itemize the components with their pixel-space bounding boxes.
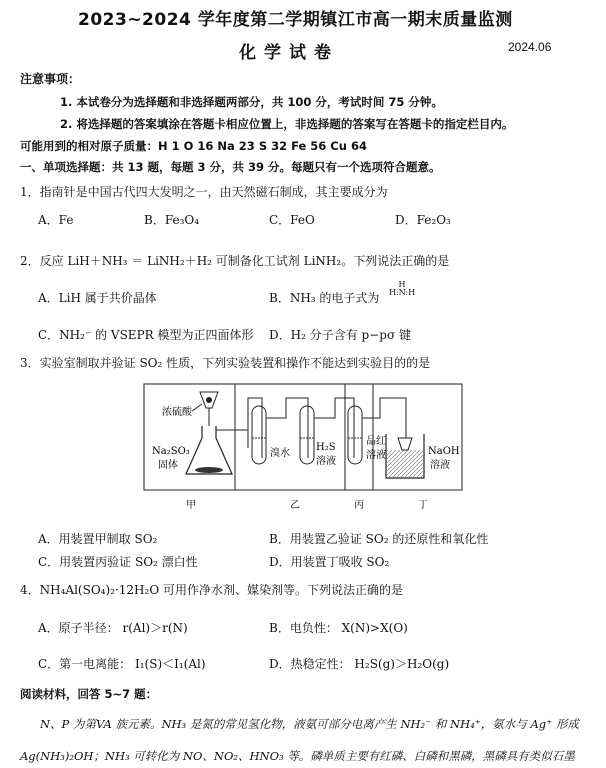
notice-item-2: 2. 将选择题的答案填涂在答题卡相应位置上，非选择题的答案写在答题卡的指定栏目内。	[60, 117, 514, 131]
q4-option-d: D．热稳定性： H₂S(g)＞H₂O(g)	[269, 657, 450, 671]
q3-option-d: D．用装置丁吸收 SO₂	[269, 555, 390, 569]
label-tube-2a: H₂S	[316, 442, 336, 453]
reading-line-1: N、P 为第VA 族元素。NH₃ 是氮的常见氢化物，液氨可部分电离产生 NH₂⁻ 和 NH₄⁺，氨水与 Ag⁺ 形成	[40, 717, 579, 731]
caption-ding: 丁	[418, 500, 428, 511]
beaker-ding	[386, 434, 424, 478]
q3-option-a: A．用装置甲制取 SO₂	[38, 532, 158, 546]
q1-option-a: A．Fe	[38, 213, 74, 227]
notice-heading: 注意事项：	[20, 72, 81, 86]
label-beaker-a: NaOH	[428, 446, 460, 457]
label-tube-2b: 溶液	[316, 456, 336, 467]
notice-item-1: 1. 本试卷分为选择题和非选择题两部分，共 100 分，考试时间 75 分钟。	[60, 95, 443, 109]
experiment-apparatus-diagram	[140, 378, 470, 513]
exam-title: 2023~2024 学年度第二学期镇江市高一期末质量监测	[78, 10, 513, 30]
label-tube-3b: 溶液	[366, 450, 386, 461]
q1-option-c: C．FeO	[269, 213, 315, 227]
caption-jia: 甲	[186, 500, 196, 511]
q4-option-c: C．第一电离能： I₁(S)＜I₁(Al)	[38, 657, 206, 671]
label-solid-2: 固体	[158, 460, 178, 471]
label-tube-1: 溴水	[270, 448, 290, 459]
question-1-stem: 1．指南针是中国古代四大发明之一，由天然磁石制成，其主要成分为	[20, 185, 388, 199]
test-tubes-yi	[248, 398, 354, 464]
q3-option-b: B．用装置乙验证 SO₂ 的还原性和氧化性	[269, 532, 489, 546]
q4-option-a: A．原子半径： r(Al)＞r(N)	[38, 621, 188, 635]
label-acid: 浓硫酸	[162, 407, 192, 418]
caption-yi: 乙	[290, 500, 300, 511]
flask-apparatus	[186, 392, 248, 474]
q2-option-d: D．H₂ 分子含有 p−pσ 键	[269, 328, 411, 342]
exam-date: 2024.06	[508, 40, 552, 54]
question-3-stem: 3．实验室制取并验证 SO₂ 性质，下列实验装置和操作不能达到实验目的的是	[20, 356, 431, 370]
q3-option-c: C．用装置丙验证 SO₂ 漂白性	[38, 555, 198, 569]
q1-option-d: D．Fe₂O₃	[395, 213, 451, 227]
label-solid-1: Na₂SO₃	[152, 446, 190, 457]
reading-line-2: Ag(NH₃)₂OH；NH₃ 可转化为 NO、NO₂、HNO₃ 等。磷单质主要有红磷、白磷和黑磷，黑磷具有类似石墨	[20, 749, 575, 763]
q4-option-b: B．电负性： X(N)>X(O)	[269, 621, 408, 635]
reading-heading: 阅读材料，回答 5~7 题：	[20, 687, 158, 701]
atomic-masses: 可能用到的相对原子质量：H 1 O 16 Na 23 S 32 Fe 56 Cu 64	[20, 139, 367, 153]
subject-title: 化学试卷	[239, 43, 339, 63]
q2-option-c: C．NH₂⁻ 的 VSEPR 模型为正四面体形	[38, 328, 254, 342]
caption-bing: 丙	[354, 500, 364, 511]
label-tube-3a: 品红	[366, 436, 386, 447]
question-2-stem: 2．反应 LiH＋NH₃ ＝ LiNH₂＋H₂ 可制备化工试剂 LiNH₂。下列说法正确的是	[20, 254, 450, 268]
question-4-stem: 4．NH₄Al(SO₄)₂·12H₂O 可用作净水剂、媒染剂等。下列说法正确的是	[20, 583, 403, 597]
q2-option-b: B．NH₃ 的电子式为	[269, 291, 380, 305]
label-beaker-b: 溶液	[430, 460, 450, 471]
ammonia-electron-formula: H H:N:H	[389, 280, 416, 297]
q1-option-b: B．Fe₃O₄	[144, 213, 200, 227]
q2-option-a: A．LiH 属于共价晶体	[38, 291, 157, 305]
section-heading: 一、单项选择题：共 13 题，每题 3 分，共 39 分。每题只有一个选项符合题意。	[20, 160, 441, 174]
